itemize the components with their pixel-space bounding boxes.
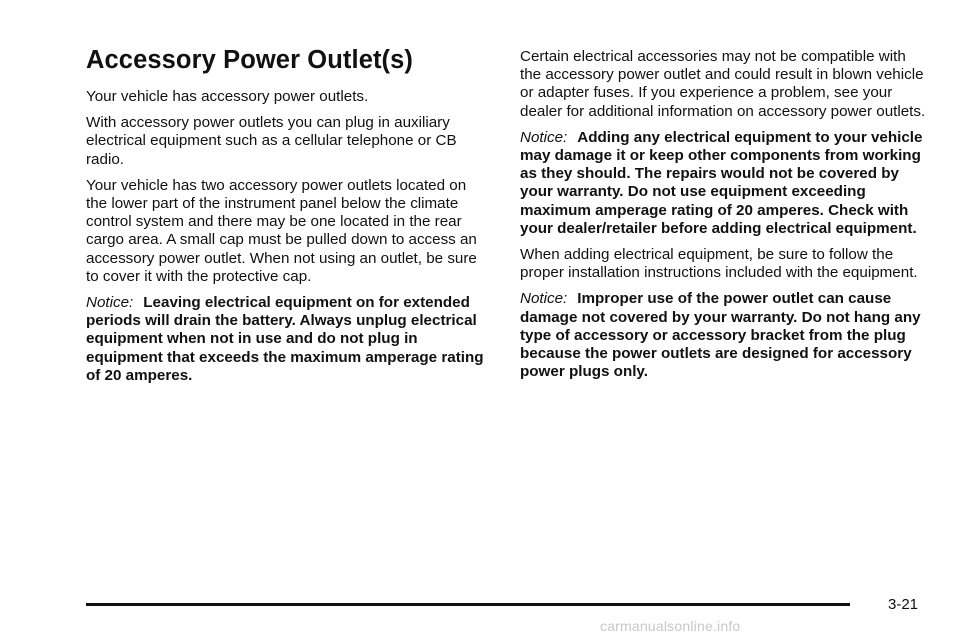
misuse-notice <box>520 290 930 381</box>
notice-label: Notice: <box>520 290 568 308</box>
intro-paragraph: Your vehicle has accessory power outlets. <box>86 88 369 105</box>
notice-text: Adding any electrical equipment to your vehicle may damage it or keep other components from working as they should. The repairs would not be covered by your warranty. Do not use equipment exceeding maximum amperage rating of 20 amperes. Check with your dealer/retailer before adding electrical equipment. <box>520 128 923 237</box>
watermark: carmanualsonline.info <box>600 618 741 634</box>
auxiliary-paragraph: With accessory power outlets you can plug in auxiliary electrical equipment such as a cellular telephone or CB radio. <box>86 114 457 168</box>
left-column <box>86 44 490 393</box>
notice-label: Notice: <box>86 294 134 312</box>
installation-paragraph: When adding electrical equipment, be sure to follow the proper installation instructions included with the equipment. <box>520 246 918 282</box>
right-column <box>520 48 930 389</box>
notice-text: Leaving electrical equipment on for extended periods will drain the battery. Always unplug electrical equipment when not in use and do not plug in equipment that exceeds the maximum amperage rating of 20 amperes. <box>86 294 484 384</box>
warranty-notice <box>520 129 930 238</box>
footer-rule <box>86 603 850 606</box>
page-number: 3-21 <box>888 596 919 613</box>
section-title: Accessory Power Outlet(s) <box>86 46 414 74</box>
notice-text: Improper use of the power outlet can cause damage not covered by your warranty. Do not hang any type of accessory or accessory bracket from the plug because the power outlets are designed for accessory power plugs only. <box>520 290 921 381</box>
notice-label: Notice: <box>520 128 568 146</box>
compatibility-paragraph: Certain electrical accessories may not be compatible with the accessory power outlet and could result in blown vehicle or adapter fuses. If you experience a problem, see your dealer for additional information on accessory power outlets. <box>520 48 926 120</box>
location-paragraph: Your vehicle has two accessory power outlets located on the lower part of the instrument panel below the climate control system and there may be one located in the rear cargo area. A small cap must be pulled down to access an accessory power outlet. When not using an outlet, be sure to cover it with the protective cap. <box>86 176 477 285</box>
battery-notice <box>86 294 490 385</box>
